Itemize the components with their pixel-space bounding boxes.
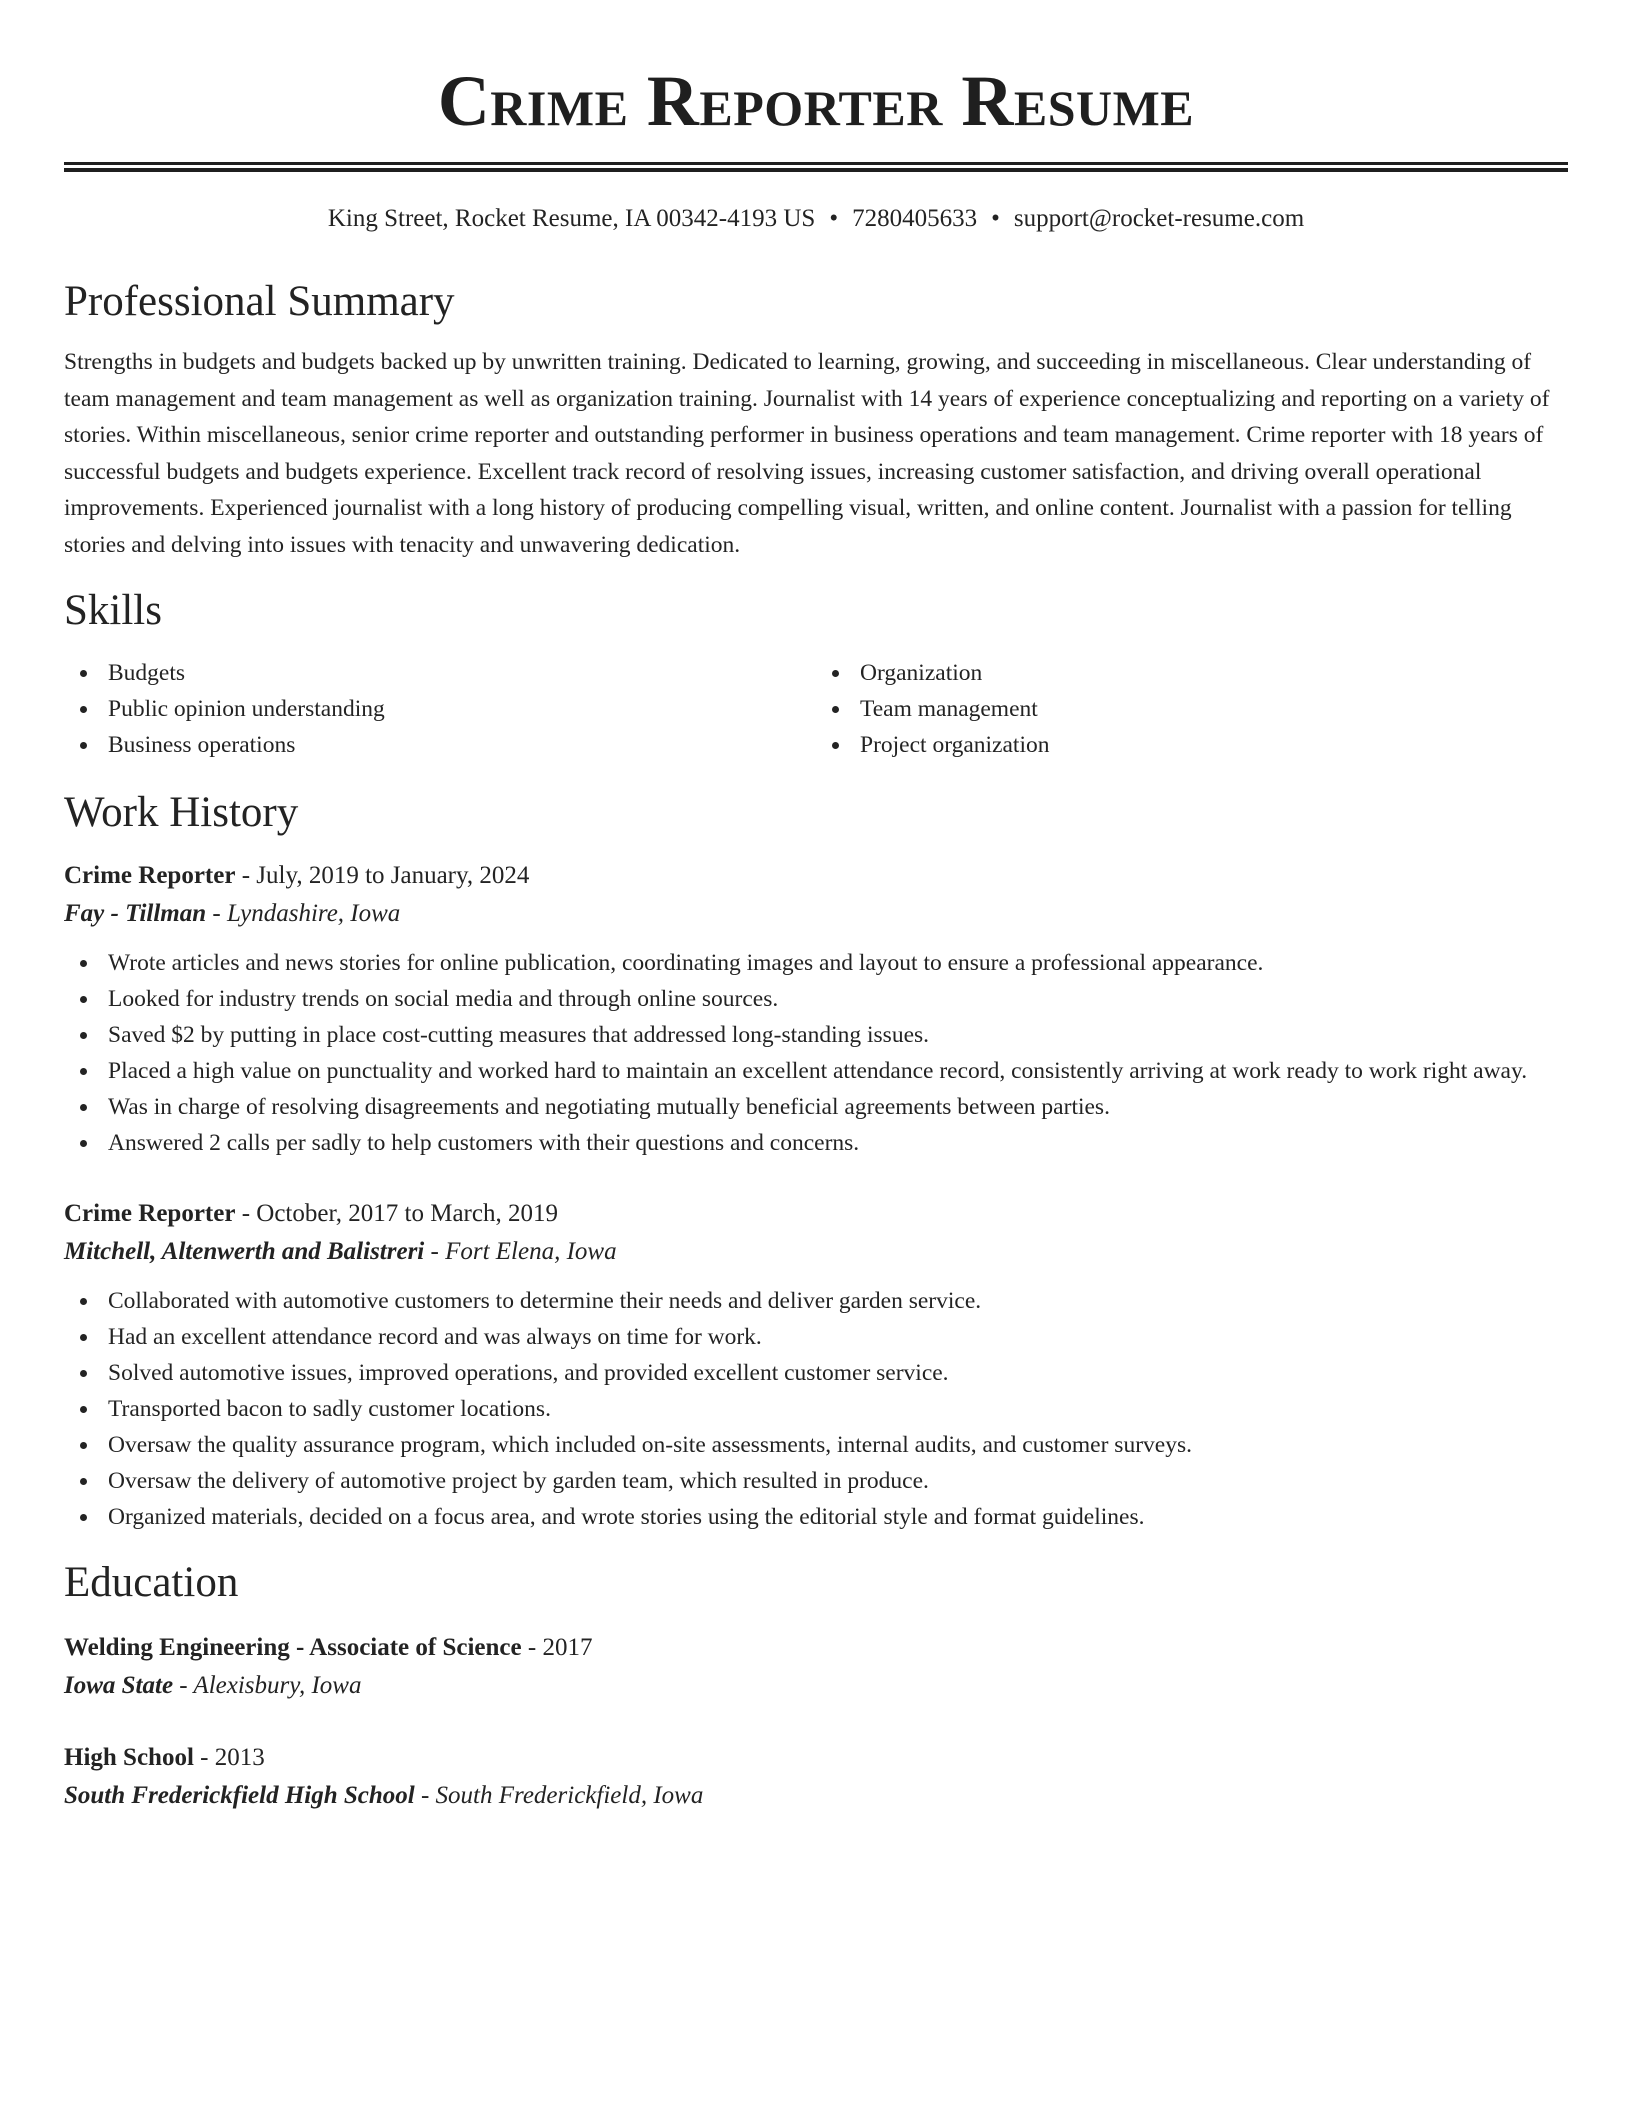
education-location: - Alexisbury, Iowa — [173, 1672, 362, 1699]
job-title: Crime Reporter — [64, 862, 236, 889]
education-school: South Frederickfield High School — [64, 1782, 415, 1809]
job-dates: - October, 2017 to March, 2019 — [235, 1200, 558, 1227]
job-title-line — [64, 857, 1568, 895]
job-duty-item: Answered 2 calls per sadly to help customers with their questions and concerns. — [64, 1125, 1568, 1161]
education-degree-line — [64, 1629, 1568, 1667]
contact-separator: • — [991, 205, 1000, 232]
skills-heading: Skills — [64, 587, 162, 634]
education-heading: Education — [64, 1559, 239, 1606]
job-duties — [64, 945, 1568, 1161]
title-divider — [64, 162, 1568, 172]
skill-item: Project organization — [816, 727, 1568, 763]
page-title: Crime Reporter Resume — [437, 61, 1195, 141]
education-entry — [64, 1739, 1568, 1815]
skill-item: Budgets — [64, 655, 816, 691]
education-degree: High School — [64, 1744, 194, 1771]
job-duties — [64, 1283, 1568, 1535]
job-entry — [64, 1195, 1568, 1535]
contact-email[interactable]: support@rocket-resume.com — [1013, 205, 1305, 232]
job-duty-item: Organized materials, decided on a focus area, and wrote stories using the editorial style and format guidelines. — [64, 1499, 1568, 1535]
job-location: - Lyndashire, Iowa — [206, 900, 401, 927]
job-company: Mitchell, Altenwerth and Balistreri — [64, 1238, 425, 1265]
education-location: - South Frederickfield, Iowa — [414, 1782, 704, 1809]
education-degree: Welding Engineering - Associate of Science — [64, 1634, 522, 1661]
skill-item: Business operations — [64, 727, 816, 763]
skill-item: Public opinion understanding — [64, 691, 816, 727]
skills-list — [64, 655, 1568, 763]
job-title: Crime Reporter — [64, 1200, 236, 1227]
job-duty-item: Solved automotive issues, improved operations, and provided excellent customer service. — [64, 1355, 1568, 1391]
skill-item: Team management — [816, 691, 1568, 727]
job-duty-item: Looked for industry trends on social media and through online sources. — [64, 981, 1568, 1017]
education-degree-line — [64, 1739, 1568, 1777]
job-company-line — [64, 895, 1568, 933]
contact-address: King Street, Rocket Resume, IA 00342-4193 US — [327, 205, 816, 232]
education-school: Iowa State — [64, 1672, 174, 1699]
job-duty-item: Oversaw the delivery of automotive project by garden team, which resulted in produce. — [64, 1463, 1568, 1499]
contact-separator: • — [829, 205, 839, 232]
education-school-line — [64, 1777, 1568, 1815]
job-location: - Fort Elena, Iowa — [424, 1238, 617, 1265]
job-duty-item: Was in charge of resolving disagreements and negotiating mutually beneficial agreements between parties. — [64, 1089, 1568, 1125]
skills-column-left — [64, 655, 816, 763]
job-entry — [64, 857, 1568, 1161]
job-company-line — [64, 1233, 1568, 1271]
summary-text: Strengths in budgets and budgets backed up by unwritten training. Dedicated to learning, growing, and succeeding in miscellaneous. Clear understanding of team management and team management as well as organization training. Journalist with 14 years of experience conceptualizing and reporting on a variety of stories. Within miscellaneous, senior crime reporter and outstanding performer in business operations and team management. Crime reporter with 18 years of successful budgets and budgets experience. Excellent track record of resolving issues, increasing customer satisfaction, and driving overall operational improvements. Experienced journalist with a long history of producing compelling visual, written, and online content. Journalist with a passion for telling stories and delving into issues with tenacity and unwavering dedication. — [64, 349, 1550, 558]
summary-heading: Professional Summary — [64, 278, 455, 325]
job-duty-item: Collaborated with automotive customers to determine their needs and deliver garden service. — [64, 1283, 1568, 1319]
job-duty-item: Saved $2 by putting in place cost-cutting measures that addressed long-standing issues. — [64, 1017, 1568, 1053]
education-school-line — [64, 1667, 1568, 1705]
education-entry — [64, 1629, 1568, 1705]
job-title-line — [64, 1195, 1568, 1233]
job-duty-item: Oversaw the quality assurance program, which included on-site assessments, internal audits, and customer surveys. — [64, 1427, 1568, 1463]
skills-column-right — [816, 655, 1568, 763]
job-dates: - July, 2019 to January, 2024 — [235, 862, 530, 889]
job-duty-item: Had an excellent attendance record and was always on time for work. — [64, 1319, 1568, 1355]
contact-phone[interactable]: 7280405633 — [852, 205, 978, 232]
work-history-heading: Work History — [64, 789, 299, 836]
education-year: - 2017 — [521, 1634, 593, 1661]
education-year: - 2013 — [193, 1744, 265, 1771]
job-duty-item: Placed a high value on punctuality and worked hard to maintain an excellent attendance record, consistently arriving at work ready to work right away. — [64, 1053, 1568, 1089]
skill-item: Organization — [816, 655, 1568, 691]
contact-line — [64, 202, 1568, 236]
job-duty-item: Wrote articles and news stories for online publication, coordinating images and layout to ensure a professional appearance. — [64, 945, 1568, 981]
job-company: Fay - Tillman — [64, 900, 207, 927]
job-duty-item: Transported bacon to sadly customer locations. — [64, 1391, 1568, 1427]
